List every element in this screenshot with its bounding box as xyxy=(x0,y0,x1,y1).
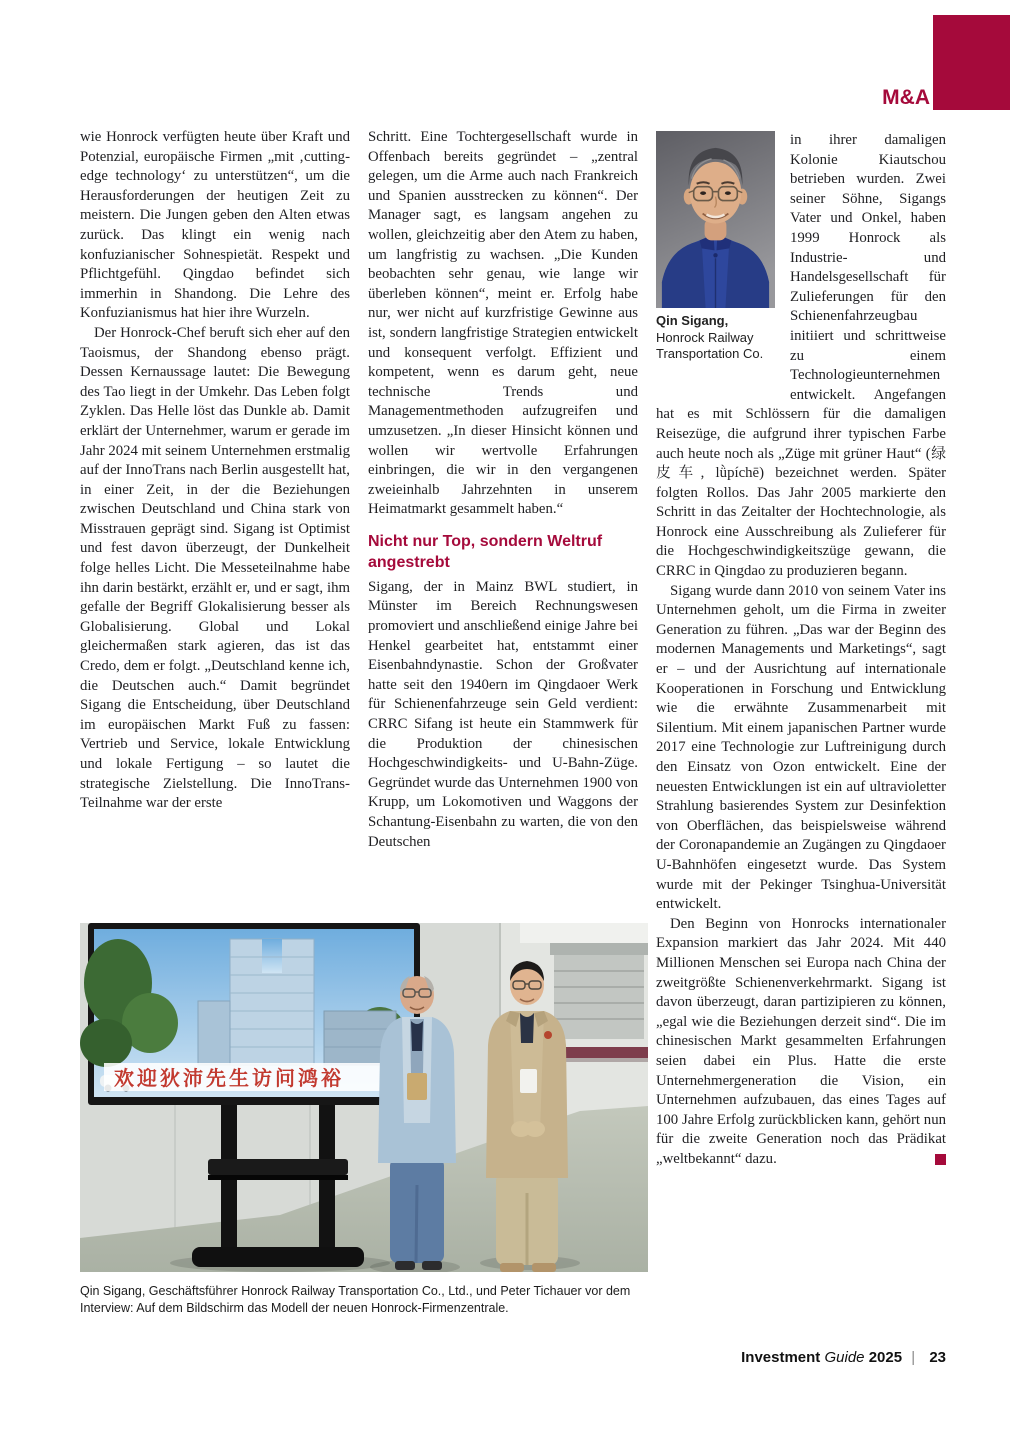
footer-separator: | xyxy=(911,1349,916,1366)
portrait-caption-line: Transportation Co. xyxy=(656,346,764,361)
paragraph: Schritt. Eine Tochtergesellschaft wurde in Offenbach bereits gegründet – „zentral gelegen, um die Arme auch nach Frankreich und Spanien ausstrecken zu können“. Der Manager sagt, es langsam angehen zu wollen, gleichzeitig aber den Atem zu haben, um langfristig zu wachsen. „Die Kunden beobachten sehr genau, wie lange wir überleben können“, meint er. Erfolg habe nur, wer nicht auf kurzfristige Gewinne aus ist, sondern langfristige Strategien entwickelt und konsequent verfolgt. Effizient und kompetent, wenn es darum geht, neue technische Trends und Managementmethoden aufzugreifen und umzusetzen. „In dieser Hinsicht können und wollen wir wertvolle Erfahrungen einbringen, die wir in den vergangenen zweieinhalb Jahrzehnten in unserem Heimatmarkt gesammelt haben.“ xyxy=(368,129,638,518)
interview-photo-caption: Qin Sigang, Geschäftsführer Honrock Railway Transportation Co., Ltd., und Peter Tichauer vor dem Interview: Auf dem Bildschirm das Modell der neuen Honrock-Firmenzentrale. xyxy=(80,1284,631,1315)
page-footer xyxy=(741,1349,946,1366)
article-column-2 xyxy=(368,128,638,852)
footer-year: 2025 xyxy=(868,1349,903,1366)
end-of-article-marker xyxy=(935,1154,946,1165)
footer-page-number: 23 xyxy=(929,1349,946,1366)
paragraph: Der Honrock-Chef beruft sich eher auf den Taoismus, der Shandong ebenso prägt. Dessen Kernaussage lautet: Die Bewegung des Tao liegt in der Umkehr. Das Leben folgt Zyklen. Das Helle löst das Dunkle ab. Damit erklärt der Unternehmer, warum er gerade im Jahr 2024 mit seinem Unternehmen erstmalig auf der InnoTrans nach Berlin ausgestellt hat, in einer Zeit, in der die Beziehungen zwischen Deutschland und China stark von Misstrauen geprägt sind. Sigang ist Optimist und fest davon überzeugt, der Dunkelheit folge helles Licht. Die Messeteilnahme habe ihn darin bestärkt, erzählt er, und er sagt, ihm gefalle der Begriff Glokalisierung besser als Globalisierung. Global und Lokal gleichermaßen stark agieren, das ist das Credo, dem er folgt. „Deutschland kenne ich, die Deutschen auch.“ Damit begründet Sigang die Entscheidung, über Deutschland im europäischen Markt Fuß zu fassen: Vertrieb und Service, lokale Entwicklung und lokale Fertigung – so lautet die strategische Zielstellung. Die InnoTrans-Teilnahme war der erste xyxy=(80,324,350,812)
paragraph: in ihrer damaligen Kolonie Kiautschou betrieben wurden. Zwei seiner Söhne, Sigangs Vater und Onkel, haben 1999 Honrock als Industrie- und Handelsgesellschaft für Zulieferungen für den Schienenfahrzeugbau initiiert und schrittweise zu einem Technologieunternehmen entwickelt. Angefangen hat es mit Schlössern für die damaligen Reisezüge, die aufgrund ihrer typischen Farbe auch heute noch als „Züge mit grüner Haut“ (绿皮车, lǜpíchē) bezeichnet werden. Später folgten Rollos. Das Jahr 2005 markierte den Schritt in das Zeitalter der Hochtechnologie, als Honrock eine Ausschreibung als Zulieferer für die Hochgeschwindigkeitszüge gewann, die CRRC in Qingdao zu produzieren begann. xyxy=(656,132,946,580)
paragraph: Sigang, der in Mainz BWL studiert, in Münster im Bereich Rechnungswesen promoviert und anschließend einige Jahre bei Henkel gearbeitet hat, entstammt einer Eisenbahndynastie. Schon der Großvater hatte seit den 1940ern im Qingdaoer Werk für Schienenfahrzeuge sein Geld verdient: CRRC Sifang ist heute ein Stammwerk für die Produktion der chinesischen Hochgeschwindigkeits- und U-Bahn-Züge. Gegründet wurde das Unternehmen 1900 von Krupp, um Lokomotiven und Waggons der Schantung-Eisenbahn zu warten, die von den Deutschen xyxy=(368,578,638,850)
portrait-caption xyxy=(656,313,790,363)
screen-banner-text: 欢迎狄沛先生访问鸿裕 xyxy=(114,1066,344,1090)
article-column-3 xyxy=(656,131,946,1165)
portrait-caption-name: Qin Sigang, xyxy=(656,313,729,328)
portrait-photo xyxy=(656,131,775,308)
portrait-block xyxy=(656,131,790,393)
paragraph: wie Honrock verfügten heute über Kraft und Potenzial, europäische Firmen „mit ‚cutting-edge technology‘ zu unterstützen“, um die Herausforderungen der heutigen Zeit zu meistern. Die Jungen geben den Alten etwas zurück. Das klingt ein wenig nach konfuzianischer Sohnespietät. Respekt und Pflichtgefühl. Qingdao befindet sich immerhin in Shandong. Die Lehre des Konfuzianismus hat hier ihre Wurzeln. xyxy=(80,129,350,322)
interview-photo xyxy=(80,923,648,1272)
footer-magazine-name: Investment xyxy=(741,1349,821,1366)
section-label: M&A xyxy=(882,86,930,109)
article-subheading: Nicht nur Top, sondern Weltruf angestrebt xyxy=(368,532,603,571)
article-column-1 xyxy=(80,128,350,814)
portrait-caption-line: Honrock Railway xyxy=(656,329,754,345)
paragraph: Den Beginn von Honrocks internationaler Expansion markiert das Jahr 2024. Mit 440 Millionen Menschen sei Europa nach China der zweitgrößte Schienenverkehrmarkt. Sigang ist davon überzeugt, daran partizipieren zu können, „egal wie die Beziehungen derzeit sind“. Die im chinesischen Markt gesammelten Erfahrungen seien dabei ein Plus. Hatte die erste Unternehmergeneration die Vision, ein Unternehmen aufzubauen, das eines Tages auf 100 Jahre Erfolg zurückblicken kann, gehört nun für die zweite Generation noch das Prädikat „weltbekannt“ dazu. xyxy=(656,915,946,1167)
footer-magazine-subname: Guide xyxy=(824,1349,865,1366)
paragraph: Sigang wurde dann 2010 von seinem Vater ins Unternehmen geholt, um die Firma in zweiter Generation zu führen. „Das war der Beginn des modernen Managements und Marketings“, sagt er – und der Ausrichtung auf internationale Kooperationen in Forschung und Entwicklung wie die erwähnte Zusammenarbeit mit Silentium. Mit einem japanischen Partner wurde 2017 eine Technologie zur Luftreinigung durch den Einsatz von Ozon entwickelt. Eine der neuesten Entwicklungen ist ein auf ultravioletter Strahlung basierendes System zur Desinfektion von Oberflächen, das beispielsweise während der Coronapandemie an Zugängen zu Qingdaoer U-Bahnhöfen eingesetzt wurde. Das System wurde mit der Pekinger Tsinghua-Universität entwickelt. xyxy=(656,582,946,913)
corner-color-block xyxy=(933,15,1010,110)
